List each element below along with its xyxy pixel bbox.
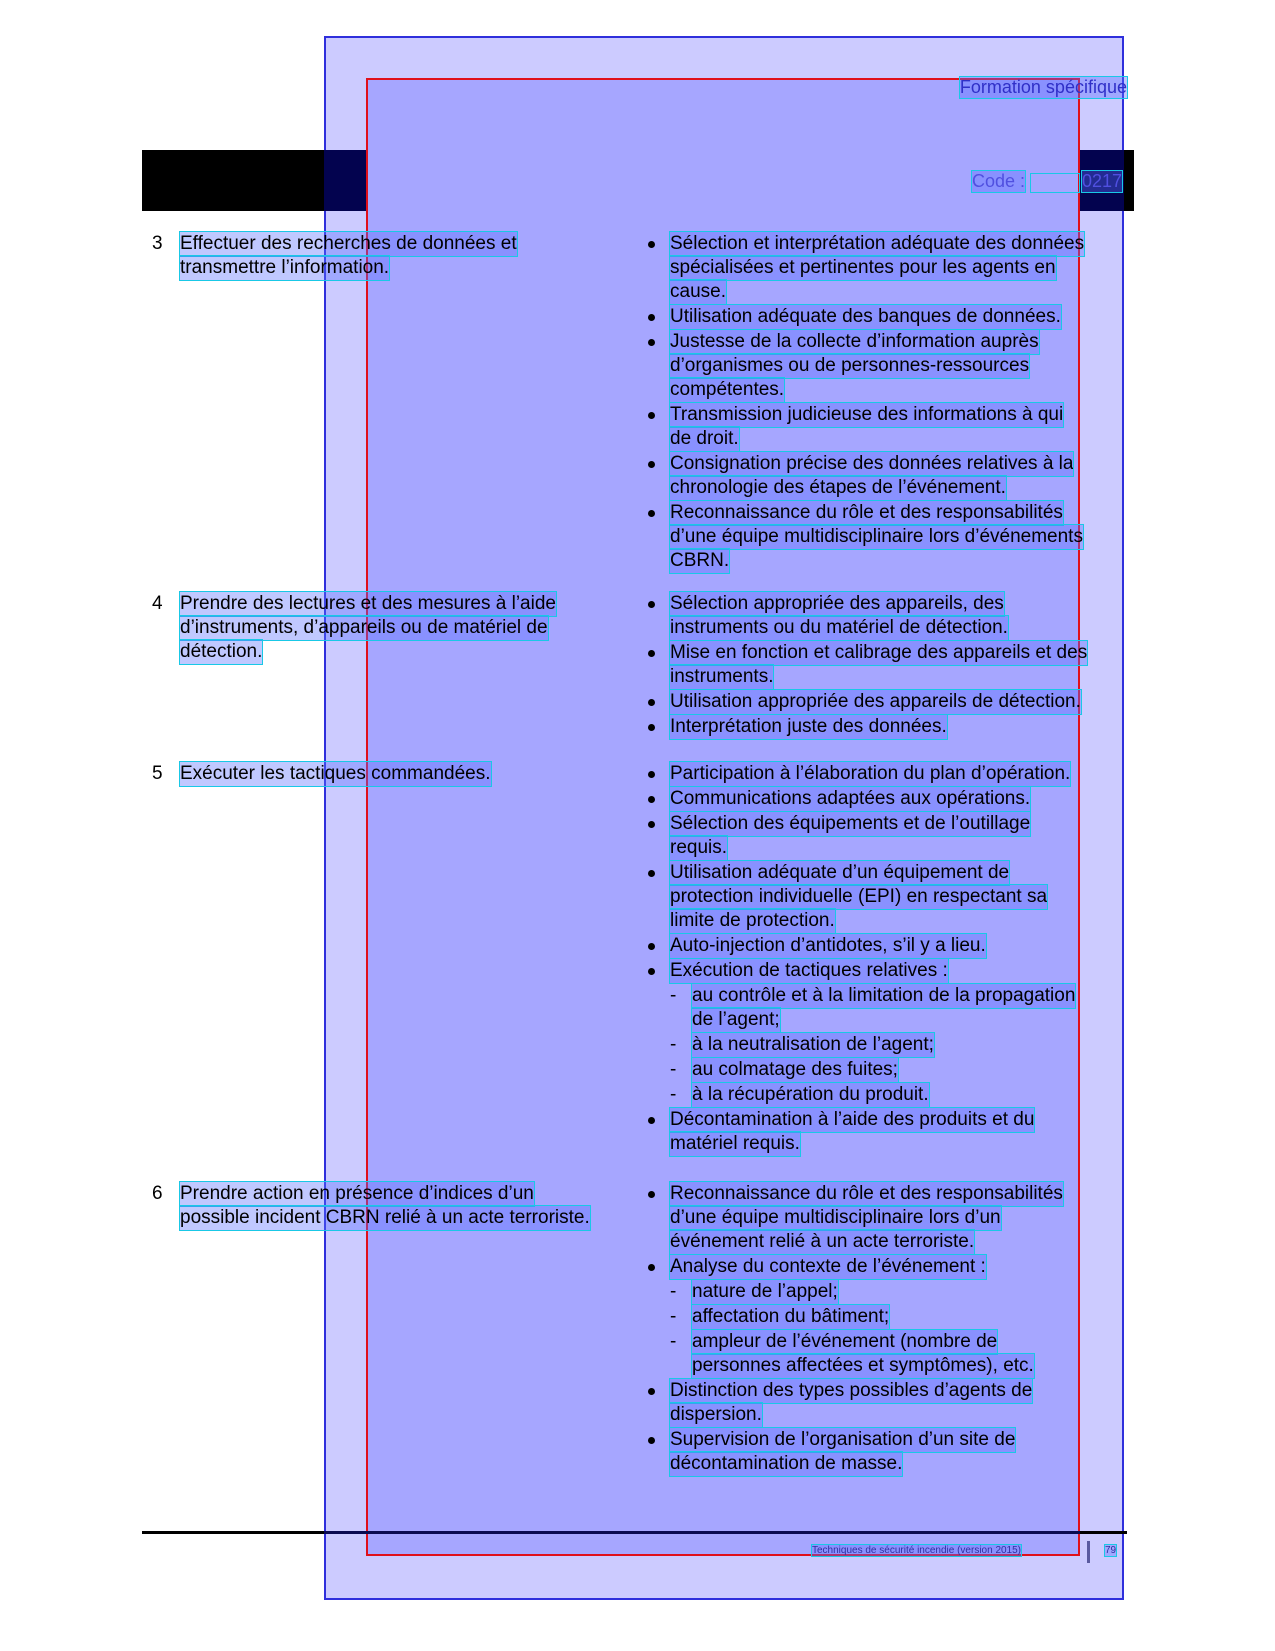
dash-marker: - <box>670 1059 677 1080</box>
criterion-text-line: Utilisation adéquate des banques de données. <box>670 306 1061 327</box>
criterion-text-line: Auto-injection d’antidotes, s’il y a lieu. <box>670 935 986 956</box>
bullet-icon <box>648 1264 655 1271</box>
criterion-text-line: d’organismes ou de personnes-ressources <box>670 355 1030 376</box>
footer-rule-overlay <box>324 1531 1080 1534</box>
bullet-icon <box>648 724 655 731</box>
criterion-text-line: au contrôle et à la limitation de la propagation <box>692 985 1076 1006</box>
criterion-text-line: compétentes. <box>670 379 785 400</box>
bullet-icon <box>648 1388 655 1395</box>
criterion-text-line: instruments ou du matériel de détection. <box>670 617 1008 638</box>
criterion-text-line: matériel requis. <box>670 1133 800 1154</box>
criterion-text-line: CBRN. <box>670 550 730 571</box>
criterion-text-line: Utilisation adéquate d’un équipement de <box>670 862 1010 883</box>
dash-marker: - <box>670 985 677 1006</box>
criterion-text-line: au colmatage des fuites; <box>692 1059 898 1080</box>
criterion-text-line: dispersion. <box>670 1404 762 1425</box>
criterion-text-line: Décontamination à l’aide des produits et du <box>670 1109 1035 1130</box>
bullet-icon <box>648 699 655 706</box>
criterion-text-line: d’une équipe multidisciplinaire lors d’événements <box>670 526 1083 547</box>
criterion-text-line: chronologie des étapes de l’événement. <box>670 477 1006 498</box>
criterion-text-line: affectation du bâtiment; <box>692 1306 890 1327</box>
bullet-icon <box>648 461 655 468</box>
bullet-icon <box>648 601 655 608</box>
criterion-text-line: Communications adaptées aux opérations. <box>670 788 1031 809</box>
criterion-text-line: requis. <box>670 837 728 858</box>
element-number: 6 <box>152 1183 163 1204</box>
criterion-text-line: Reconnaissance du rôle et des responsabilités <box>670 502 1063 523</box>
dash-marker: - <box>670 1084 677 1105</box>
criterion-text-line: spécialisées et pertinentes pour les agents en <box>670 257 1056 278</box>
element-text-line: Prendre des lectures et des mesures à l’aide <box>180 593 556 614</box>
criterion-text-line: de droit. <box>670 428 739 449</box>
criterion-text-line: de l’agent; <box>692 1009 780 1030</box>
dash-marker: - <box>670 1306 677 1327</box>
bullet-icon <box>648 241 655 248</box>
element-text-line: Prendre action en présence d’indices d’un <box>180 1183 534 1204</box>
dash-marker: - <box>670 1034 677 1055</box>
bullet-icon <box>648 1117 655 1124</box>
bullet-icon <box>648 968 655 975</box>
element-text-line: détection. <box>180 641 263 662</box>
element-number: 5 <box>152 763 163 784</box>
criterion-text-line: à la récupération du produit. <box>692 1084 929 1105</box>
footer-separator <box>1087 1541 1090 1563</box>
criterion-text-line: Consignation précise des données relatives à la <box>670 453 1074 474</box>
criterion-text-line: Participation à l’élaboration du plan d’opération. <box>670 763 1071 784</box>
criterion-text-line: Analyse du contexte de l’événement : <box>670 1256 986 1277</box>
bullet-icon <box>648 339 655 346</box>
criterion-text-line: Sélection des équipements et de l’outillage <box>670 813 1031 834</box>
bullet-icon <box>648 796 655 803</box>
criterion-text-line: Transmission judicieuse des informations à qui <box>670 404 1064 425</box>
page-number: 79 <box>1105 1545 1117 1556</box>
criterion-text-line: Exécution de tactiques relatives : <box>670 960 948 981</box>
criterion-text-line: Interprétation juste des données. <box>670 716 947 737</box>
bullet-icon <box>648 821 655 828</box>
criterion-text-line: Distinction des types possibles d’agents de <box>670 1380 1033 1401</box>
criterion-text-line: Reconnaissance du rôle et des responsabilités <box>670 1183 1063 1204</box>
criterion-text-line: limite de protection. <box>670 910 835 931</box>
criterion-text-line: Mise en fonction et calibrage des appareils et des <box>670 642 1088 663</box>
element-text-line: Effectuer des recherches de données et <box>180 233 517 254</box>
bullet-icon <box>648 870 655 877</box>
bullet-icon <box>648 510 655 517</box>
element-number: 3 <box>152 233 163 254</box>
criterion-text-line: Supervision de l’organisation d’un site de <box>670 1429 1016 1450</box>
bullet-icon <box>648 1437 655 1444</box>
criterion-text-line: événement relié à un acte terroriste. <box>670 1231 975 1252</box>
element-text-line: possible incident CBRN relié à un acte terroriste. <box>180 1207 590 1228</box>
criterion-text-line: décontamination de masse. <box>670 1453 903 1474</box>
code-box <box>1030 173 1080 193</box>
bullet-icon <box>648 1191 655 1198</box>
element-text-line: d’instruments, d’appareils ou de matériel de <box>180 617 548 638</box>
bullet-icon <box>648 771 655 778</box>
element-text-line: transmettre l’information. <box>180 257 390 278</box>
criterion-text-line: instruments. <box>670 666 774 687</box>
criterion-text-line: Sélection appropriée des appareils, des <box>670 593 1004 614</box>
element-number: 4 <box>152 593 163 614</box>
bullet-icon <box>648 412 655 419</box>
dash-marker: - <box>670 1281 677 1302</box>
dash-marker: - <box>670 1331 677 1352</box>
section-title: Formation spécifique <box>959 77 1127 97</box>
element-text-line: Exécuter les tactiques commandées. <box>180 763 491 784</box>
code-value: 0217 <box>1082 171 1123 191</box>
footer-text: Techniques de sécurité incendie (version 2015) <box>812 1545 1022 1556</box>
criterion-text-line: d’une équipe multidisciplinaire lors d’un <box>670 1207 1001 1228</box>
criterion-text-line: personnes affectées et symptômes), etc. <box>692 1355 1034 1376</box>
criterion-text-line: cause. <box>670 281 726 302</box>
criterion-text-line: à la neutralisation de l’agent; <box>692 1034 934 1055</box>
criterion-text-line: Utilisation appropriée des appareils de détection. <box>670 691 1081 712</box>
bullet-icon <box>648 943 655 950</box>
criterion-text-line: nature de l’appel; <box>692 1281 838 1302</box>
criterion-text-line: ampleur de l’événement (nombre de <box>692 1331 998 1352</box>
criterion-text-line: protection individuelle (EPI) en respectant sa <box>670 886 1048 907</box>
bullet-icon <box>648 314 655 321</box>
bullet-icon <box>648 650 655 657</box>
code-label: Code : <box>972 171 1026 191</box>
criterion-text-line: Sélection et interprétation adéquate des données <box>670 233 1085 254</box>
criterion-text-line: Justesse de la collecte d’information auprès <box>670 331 1039 352</box>
